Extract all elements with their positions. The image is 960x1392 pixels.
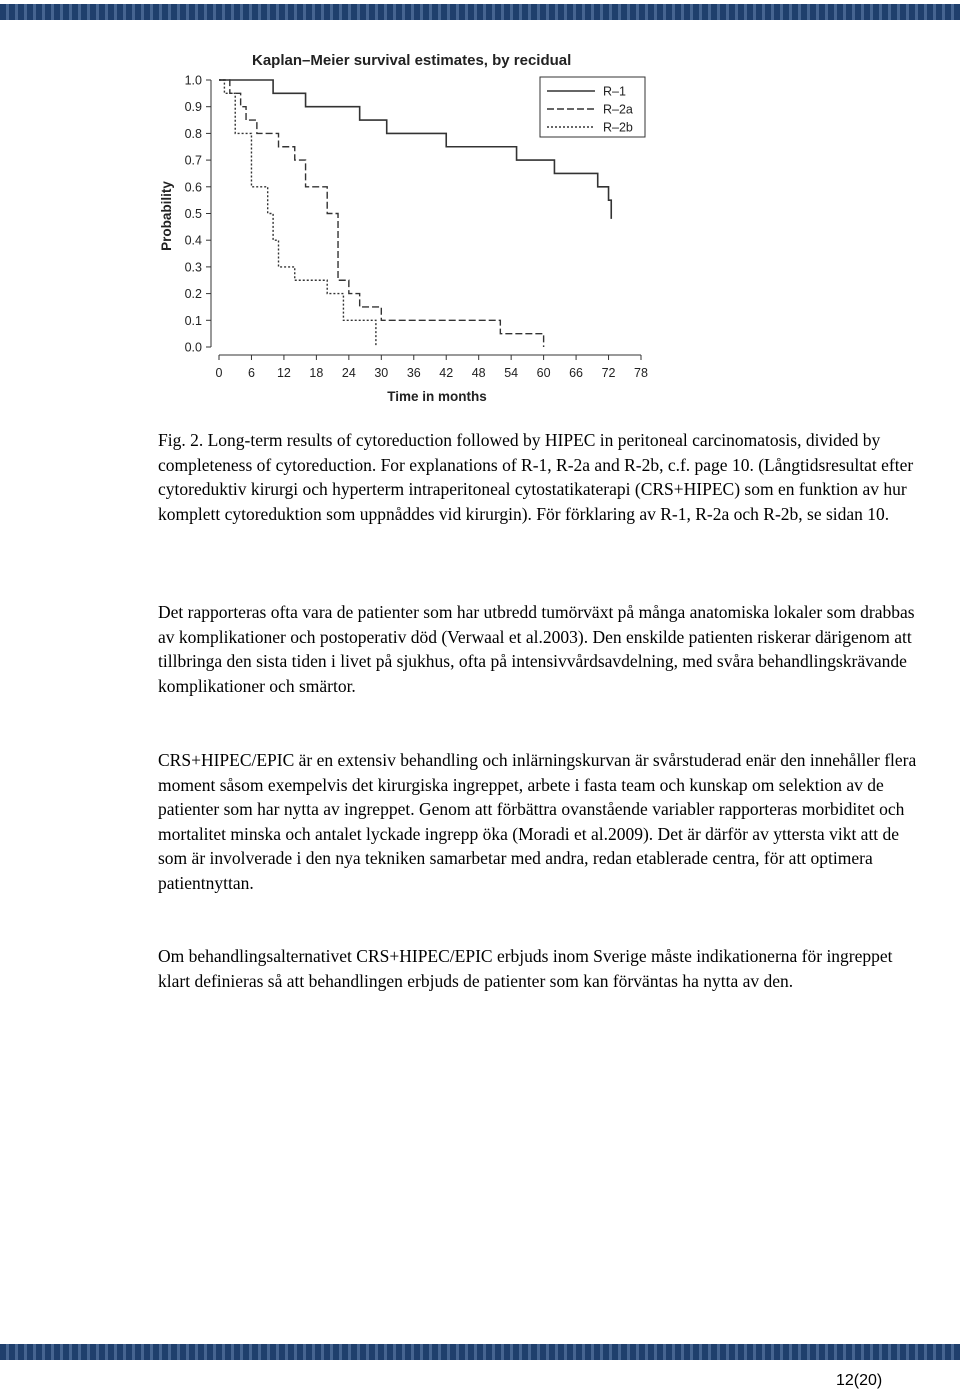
body-paragraph-1 (158, 600, 918, 698)
x-tick-label: 24 (341, 366, 356, 380)
y-tick-label: 0.9 (184, 100, 202, 115)
figure-caption (158, 428, 918, 526)
caption-text: Fig. 2. Long-term results of cytoreduction followed by HIPEC in peritoneal carcinomatosis, divided by completeness of cytoreduction. For explanations of R-1, R-2a and R-2b, c.f. page 10. (Långtidsresultat efter cytoreduktiv kirurgi och hyperterm intraperitoneal cytostatikaterapi (CRS+HIPEC) som en funktion av hur komplett cytoreduktion som uppnåddes vid kirurgin). För förklaring av R-1, R-2a och R-2b, se sidan 10. (158, 430, 914, 524)
header-decorative-band (0, 4, 960, 20)
x-tick-label: 0 (215, 366, 223, 380)
paragraph-text: Det rapporteras ofta vara de patienter som har utbredd tumörväxt på många anatomiska lokaler som drabbas av komplikationer och postoperativ död (Verwaal et al.2003). Den enskilde patienten riskerar därigenom att tillbringa den sista tiden i livet på sjukhus, ofta på intensivvårdsavdelning, med svåra behandlingskrävande komplikationer och smärtor. (158, 602, 915, 696)
y-axis-label: Probability (159, 181, 174, 251)
x-tick-label: 78 (634, 366, 648, 380)
y-tick-label: 0.2 (184, 287, 202, 302)
y-tick-label: 0.7 (184, 153, 202, 168)
paragraph-text: Om behandlingsalternativet CRS+HIPEC/EPIC erbjuds inom Sverige måste indikationerna för ingreppet klart definieras så att behandlingen erbjuds de patienter som kan förväntas ha nytta av den. (158, 946, 893, 991)
x-tick-label: 18 (309, 366, 324, 380)
series-line-3 (219, 80, 376, 347)
x-tick-label: 54 (504, 366, 519, 380)
y-tick-label: 0.4 (184, 233, 202, 248)
x-tick-label: 36 (406, 366, 421, 380)
y-tick-label: 0.8 (184, 126, 202, 141)
x-tick-label: 66 (569, 366, 584, 380)
body-paragraph-3 (158, 944, 918, 993)
legend-label-2: R–2a (603, 102, 633, 117)
y-tick-label: 0.3 (184, 260, 202, 275)
x-tick-label: 72 (601, 366, 616, 380)
x-tick-label: 60 (536, 366, 551, 380)
kaplan-meier-chart (155, 44, 655, 409)
x-tick-label: 30 (374, 366, 389, 380)
x-tick-label: 6 (247, 366, 255, 380)
x-axis-label: Time in months (387, 389, 487, 404)
x-tick-label: 12 (276, 366, 291, 380)
body-paragraph-2 (158, 748, 918, 895)
y-tick-label: 0.6 (184, 180, 202, 195)
y-tick-label: 0.5 (184, 207, 202, 221)
legend-label-3: R–2b (603, 120, 633, 135)
x-tick-label: 42 (439, 366, 454, 380)
footer-decorative-band (0, 1344, 960, 1360)
y-tick-label: 0.1 (184, 313, 202, 328)
y-tick-label: 0.0 (184, 340, 202, 355)
chart-title: Kaplan–Meier survival estimates, by recidual (252, 52, 572, 69)
page-number: 12(20) (836, 1372, 883, 1389)
legend-label-1: R–1 (603, 84, 626, 99)
x-tick-label: 48 (471, 366, 486, 380)
chart-legend (540, 77, 645, 137)
paragraph-text: CRS+HIPEC/EPIC är en extensiv behandling och inlärningskurvan är svårstuderad enär den innehåller flera moment såsom exempelvis det kirurgiska ingreppet, arbete i fasta team och kunskap om selektion av de patienter som har nytta av ingreppet. Genom att förbättra ovanstående variabler rapporteras morbiditet och mortalitet minska och antalet lyckade ingrepp öka (Moradi et al.2009). Det är därför av yttersta vikt att de som är involverade i den nya tekniken samarbetar med andra, redan etablerade centra, för att optimera patientnyttan. (158, 750, 917, 893)
y-tick-label: 1.0 (184, 73, 202, 88)
kaplan-meier-figure (155, 44, 655, 409)
